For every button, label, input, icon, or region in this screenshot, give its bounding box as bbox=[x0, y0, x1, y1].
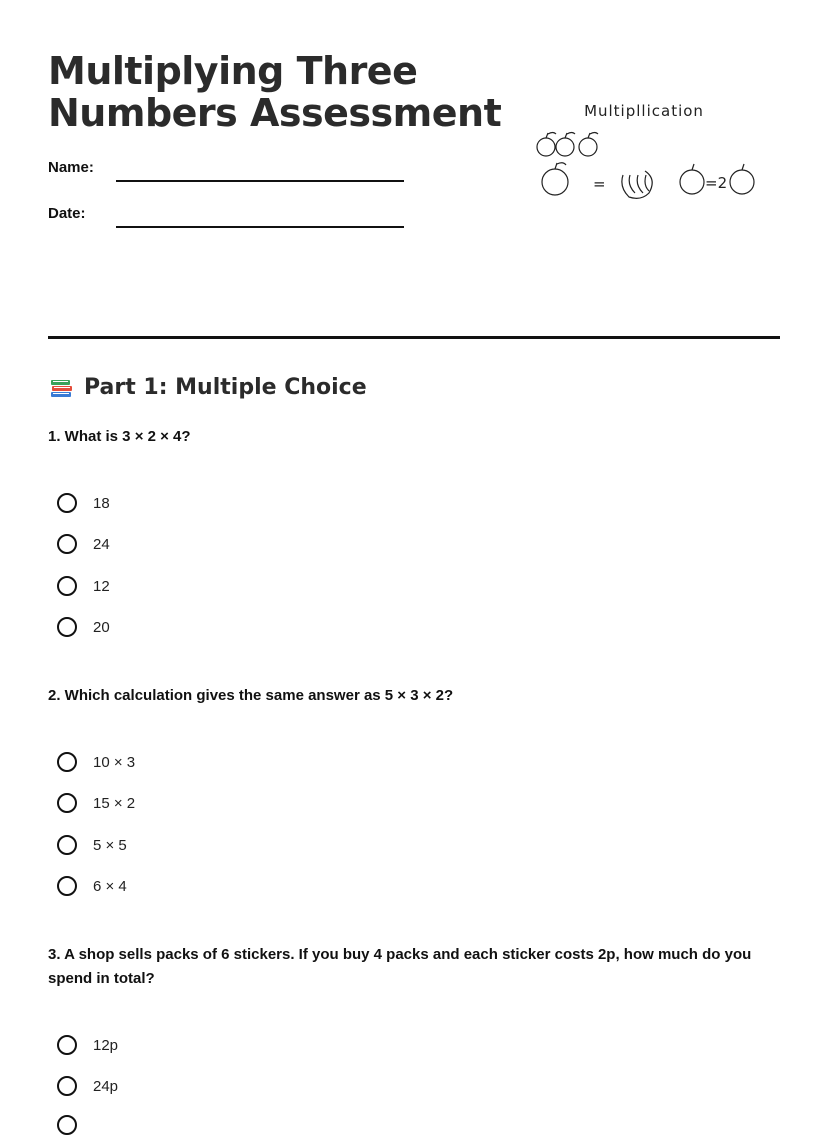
radio-button[interactable] bbox=[57, 752, 77, 772]
option-label: 20 bbox=[93, 618, 110, 636]
option-label: 15 × 2 bbox=[93, 794, 136, 812]
radio-button[interactable] bbox=[57, 576, 77, 596]
question-2: 2. Which calculation gives the same answer as 5 × 3 × 2? bbox=[48, 687, 454, 704]
title-line-1: Multiplying Three bbox=[48, 49, 418, 93]
radio-button[interactable] bbox=[57, 617, 77, 637]
illustration-caption: Multipllication bbox=[584, 102, 704, 120]
q3-option-c-partial[interactable] bbox=[57, 1112, 93, 1138]
option-label: 12p bbox=[93, 1036, 119, 1054]
date-label: Date: bbox=[48, 205, 86, 222]
multiplication-illustration bbox=[530, 95, 770, 215]
option-label: 24 bbox=[93, 535, 110, 553]
q1-option-d[interactable] bbox=[57, 614, 110, 640]
radio-button[interactable] bbox=[57, 493, 77, 513]
section-divider bbox=[48, 336, 780, 339]
q2-option-b[interactable] bbox=[57, 790, 135, 816]
option-label: 12 bbox=[93, 577, 110, 595]
date-field[interactable] bbox=[116, 226, 404, 228]
question-3: 3. A shop sells packs of 6 stickers. If you buy 4 packs and each sticker costs 2p, how much do you spend in total? bbox=[48, 946, 752, 987]
apple-drawing-icon bbox=[530, 95, 770, 215]
option-label: 6 × 4 bbox=[93, 877, 127, 895]
result-text: =2 bbox=[705, 174, 728, 192]
title-line-2: Numbers Assessment bbox=[48, 91, 502, 135]
radio-button[interactable] bbox=[57, 1035, 77, 1055]
q2-option-a[interactable] bbox=[57, 749, 135, 775]
radio-button[interactable] bbox=[57, 534, 77, 554]
q2-option-d[interactable] bbox=[57, 873, 127, 899]
part1-heading bbox=[48, 373, 367, 401]
page-title bbox=[48, 50, 501, 134]
q1-option-a[interactable] bbox=[57, 490, 110, 516]
radio-button[interactable] bbox=[57, 835, 77, 855]
option-label: 10 × 3 bbox=[93, 753, 136, 771]
radio-button[interactable] bbox=[57, 1115, 77, 1135]
radio-button[interactable] bbox=[57, 1076, 77, 1096]
option-label: 5 × 5 bbox=[93, 836, 127, 854]
q2-option-c[interactable] bbox=[57, 832, 127, 858]
question-1: 1. What is 3 × 2 × 4? bbox=[48, 428, 191, 445]
name-label: Name: bbox=[48, 159, 94, 176]
option-label: 24p bbox=[93, 1077, 119, 1095]
name-field[interactable] bbox=[116, 180, 404, 182]
books-icon bbox=[48, 373, 76, 401]
q3-option-b[interactable] bbox=[57, 1073, 118, 1099]
option-label: 18 bbox=[93, 494, 110, 512]
radio-button[interactable] bbox=[57, 876, 77, 896]
q1-option-b[interactable] bbox=[57, 531, 110, 557]
equals-text: = bbox=[593, 175, 606, 193]
q1-option-c[interactable] bbox=[57, 573, 110, 599]
part1-heading-text: Part 1: Multiple Choice bbox=[84, 374, 367, 400]
radio-button[interactable] bbox=[57, 793, 77, 813]
q3-option-a[interactable] bbox=[57, 1032, 118, 1058]
